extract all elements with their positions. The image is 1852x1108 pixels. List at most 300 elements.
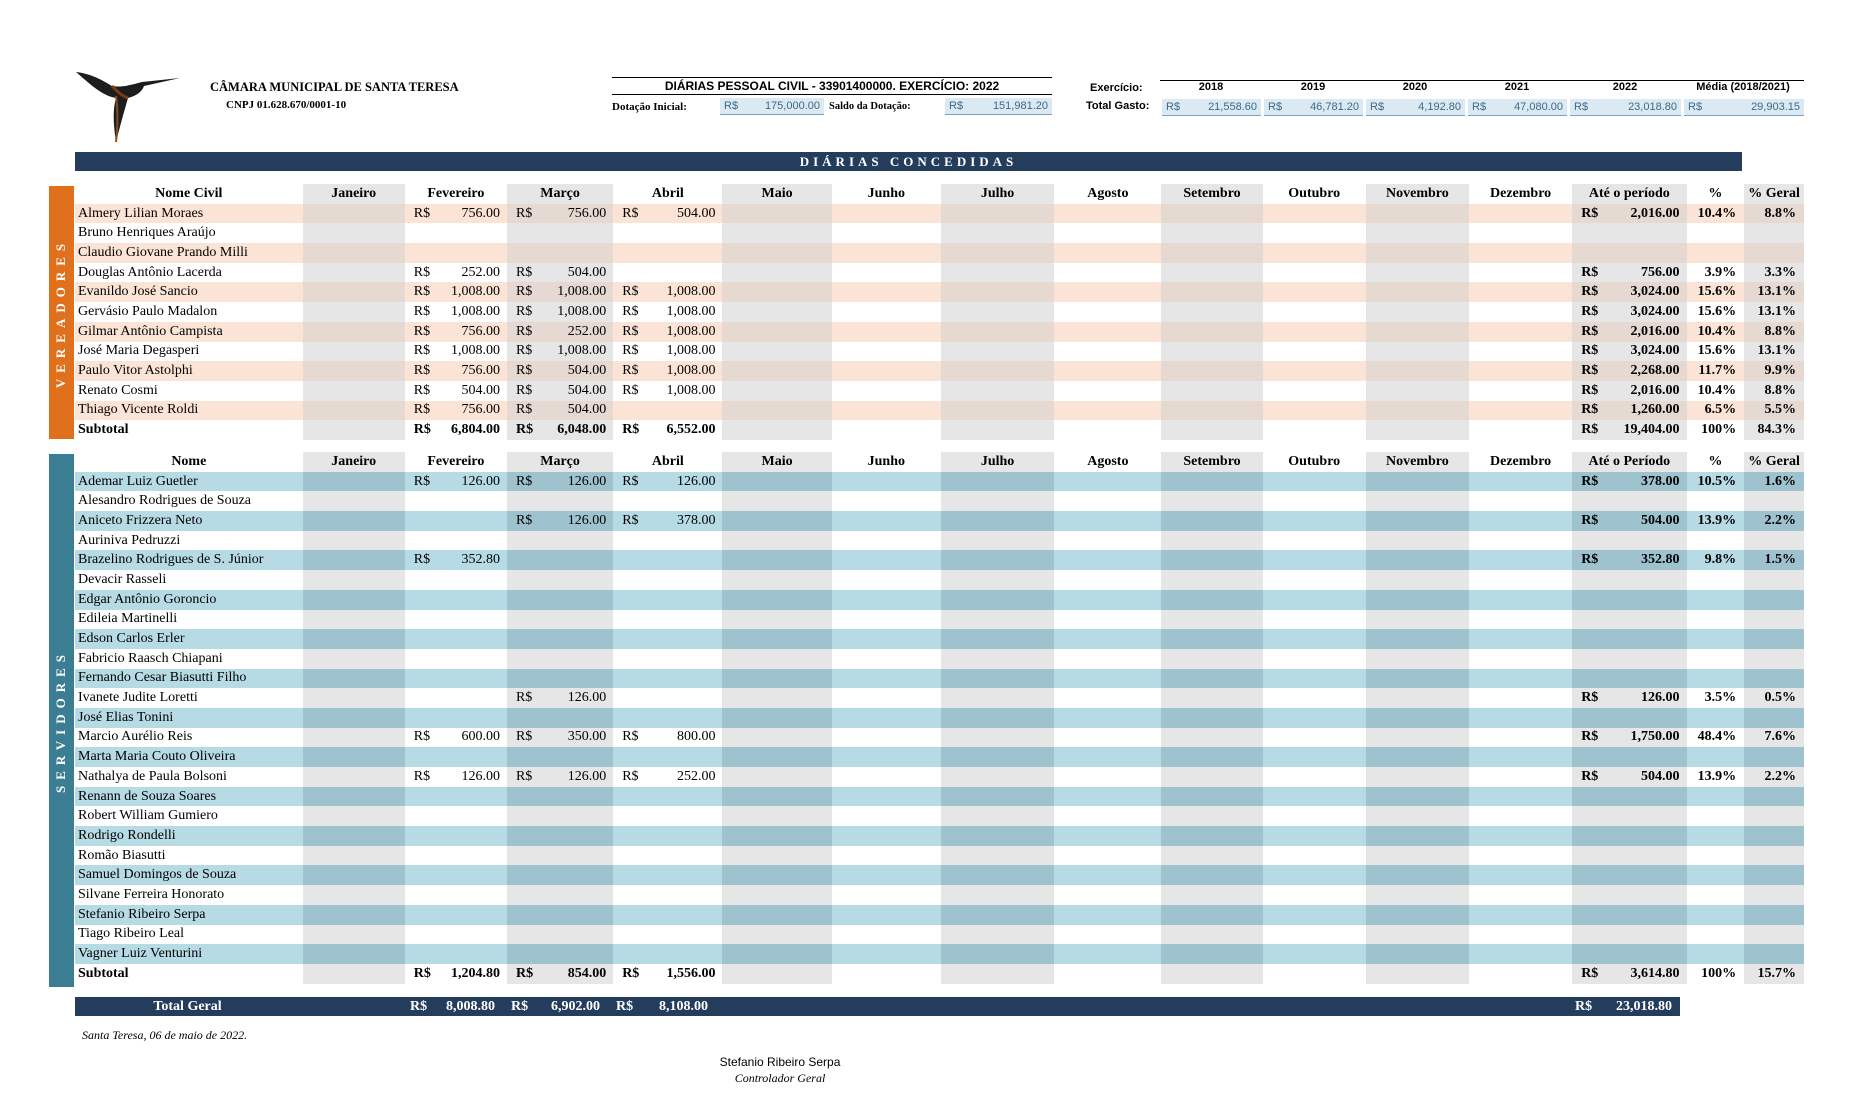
table-cell [1469, 649, 1572, 669]
currency-label: R$ [515, 205, 533, 221]
table-cell [1469, 885, 1572, 905]
table-cell [832, 846, 941, 866]
table-cell [722, 491, 831, 511]
table-cell [1263, 204, 1366, 224]
money [405, 304, 507, 320]
currency-label: R$ [511, 999, 529, 1014]
table-cell [1161, 806, 1262, 826]
table-cell [507, 204, 613, 224]
currency-label: R$ [1581, 690, 1599, 706]
table-cell [303, 302, 405, 322]
table-cell [1366, 223, 1469, 243]
table-cell [941, 491, 1054, 511]
table-cell [1572, 669, 1686, 689]
table-cell [405, 708, 507, 728]
money [405, 343, 507, 359]
table-cell [722, 865, 831, 885]
column-header: Dezembro [1469, 452, 1572, 472]
table-cell [1469, 708, 1572, 728]
table-cell [405, 944, 507, 964]
amount: 854.00 [567, 965, 607, 981]
table-cell: 3.5% [1687, 688, 1745, 708]
table-cell [832, 826, 941, 846]
table-row [75, 767, 1804, 787]
table-cell [722, 885, 831, 905]
table-cell [1263, 806, 1366, 826]
table-cell [303, 846, 405, 866]
amount: 3,024.00 [1630, 284, 1680, 300]
table-cell [405, 669, 507, 689]
table-cell [1572, 787, 1686, 807]
table-cell [1161, 282, 1262, 302]
table-cell [941, 649, 1054, 669]
table-cell [1572, 865, 1686, 885]
money [1572, 966, 1686, 982]
currency-label: R$ [410, 999, 428, 1014]
vereadores-side-label [49, 186, 74, 439]
table-row [75, 688, 1804, 708]
table-cell [1161, 243, 1262, 263]
amount: 252.00 [461, 264, 500, 280]
table-cell [1744, 610, 1804, 630]
money [405, 402, 507, 418]
table-cell [507, 550, 613, 570]
table-cell [1572, 826, 1686, 846]
table-cell [832, 787, 941, 807]
amount: 3,024.00 [1630, 303, 1680, 319]
table-cell: Brazelino Rodrigues de S. Júnior [75, 550, 303, 570]
amount: 126.00 [461, 473, 500, 489]
subtotal-row [75, 964, 1804, 984]
table-cell [1469, 728, 1572, 748]
table-cell [1366, 342, 1469, 362]
table-cell: Edileia Martinelli [75, 610, 303, 630]
column-header: Junho [832, 452, 941, 472]
total-2022 [1570, 99, 1681, 116]
table-cell [1469, 342, 1572, 362]
table-cell [613, 511, 722, 531]
currency-label: R$ [515, 363, 533, 379]
dotacao-amount: 175,000.00 [764, 100, 820, 112]
column-header: Até o Período [1572, 452, 1686, 472]
saldo-label: Saldo da Dotação: [829, 101, 911, 112]
table-cell [1054, 531, 1161, 551]
table-cell [1161, 885, 1262, 905]
table-cell [722, 570, 831, 590]
table-cell [941, 511, 1054, 531]
table-cell [1054, 610, 1161, 630]
table-row [75, 570, 1804, 590]
table-cell [1161, 263, 1262, 283]
table-cell [941, 361, 1054, 381]
table-cell [832, 747, 941, 767]
table-cell [613, 669, 722, 689]
amount: 1,008.00 [557, 284, 607, 300]
money [507, 474, 613, 490]
currency-label: R$ [1581, 422, 1599, 438]
table-cell [1161, 767, 1262, 787]
table-cell [722, 787, 831, 807]
year-2022: 2022 [1568, 80, 1682, 96]
table-cell [1054, 944, 1161, 964]
table-cell [832, 204, 941, 224]
table-row [75, 550, 1804, 570]
table-cell [722, 420, 831, 440]
column-header: Abril [613, 184, 722, 204]
currency-label: R$ [413, 552, 431, 568]
table-row [75, 944, 1804, 964]
table-cell [1366, 826, 1469, 846]
currency-label: R$ [1581, 473, 1599, 489]
column-header: Janeiro [303, 452, 405, 472]
table-cell [1263, 688, 1366, 708]
amount: 126.00 [567, 473, 607, 489]
table-row [75, 531, 1804, 551]
table-cell [303, 905, 405, 925]
currency-label: R$ [1581, 284, 1599, 300]
table-row [75, 865, 1804, 885]
table-cell [1687, 243, 1745, 263]
table-cell: Aniceto Frizzera Neto [75, 511, 303, 531]
column-header: Março [507, 452, 613, 472]
column-header: Fevereiro [405, 184, 507, 204]
table-cell [832, 302, 941, 322]
table-cell [1572, 885, 1686, 905]
table-cell [1687, 708, 1745, 728]
table-cell: Renato Cosmi [75, 381, 303, 401]
table-cell [1469, 570, 1572, 590]
table-cell [1161, 708, 1262, 728]
table-cell [303, 243, 405, 263]
table-cell [1687, 629, 1745, 649]
table-cell [1161, 381, 1262, 401]
table-cell [941, 420, 1054, 440]
amount: 29,903.15 [1751, 101, 1800, 113]
table-cell [1263, 570, 1366, 590]
table-cell [613, 550, 722, 570]
currency-label: R$ [622, 205, 639, 221]
money [613, 769, 722, 785]
table-cell [303, 204, 405, 224]
table-cell [303, 570, 405, 590]
table-cell: Marcio Aurélio Reis [75, 728, 303, 748]
money [405, 383, 507, 399]
amount: 126.00 [1641, 690, 1680, 706]
table-cell: 100% [1687, 420, 1745, 440]
amount: 2,016.00 [1630, 205, 1680, 221]
table-cell [405, 401, 507, 421]
table-cell [613, 342, 722, 362]
currency-label: R$ [515, 402, 533, 418]
table-cell: 48.4% [1687, 728, 1745, 748]
table-cell [941, 865, 1054, 885]
table-row [75, 747, 1804, 767]
table-cell: José Elias Tonini [75, 708, 303, 728]
table-row [75, 669, 1804, 689]
table-cell [303, 925, 405, 945]
table-cell [832, 361, 941, 381]
table-cell [1263, 531, 1366, 551]
table-cell [832, 472, 941, 492]
table-cell: 13.1% [1744, 282, 1804, 302]
table-cell [722, 204, 831, 224]
table-cell [1263, 263, 1366, 283]
table-cell [405, 610, 507, 630]
saldo-amount: 151,981.20 [992, 100, 1048, 112]
column-header: % Geral [1744, 184, 1804, 204]
money [1572, 343, 1686, 359]
currency-label: R$ [622, 303, 639, 319]
table-cell [1263, 282, 1366, 302]
table-cell [613, 243, 722, 263]
currency-label: R$ [1574, 101, 1589, 113]
table-row [75, 322, 1804, 342]
table-cell [941, 531, 1054, 551]
table-cell [613, 708, 722, 728]
table-cell [613, 688, 722, 708]
table-cell [303, 401, 405, 421]
table-cell: Claudio Giovane Prando Milli [75, 243, 303, 263]
table-cell [405, 885, 507, 905]
table-cell [1161, 342, 1262, 362]
table-cell [405, 282, 507, 302]
total-geral-amount [1566, 997, 1679, 1016]
table-cell [832, 767, 941, 787]
table-cell: Samuel Domingos de Souza [75, 865, 303, 885]
table-cell [1366, 491, 1469, 511]
table-cell: 9.9% [1744, 361, 1804, 381]
money [1572, 383, 1686, 399]
amount: 504.00 [461, 382, 500, 398]
table-cell [507, 381, 613, 401]
table-cell [1366, 472, 1469, 492]
table-cell [405, 728, 507, 748]
table-cell: Evanildo José Sancio [75, 282, 303, 302]
table-cell [303, 787, 405, 807]
table-cell [1054, 708, 1161, 728]
table-cell [1054, 282, 1161, 302]
table-cell [1263, 361, 1366, 381]
column-header: Abril [613, 452, 722, 472]
table-cell [507, 846, 613, 866]
table-cell [303, 282, 405, 302]
table-cell [613, 885, 722, 905]
amount: 6,804.00 [450, 422, 500, 438]
currency-label: R$ [1581, 343, 1599, 359]
currency-label: R$ [413, 323, 431, 339]
table-cell [613, 322, 722, 342]
table-cell [1469, 787, 1572, 807]
table-cell [613, 420, 722, 440]
table-cell: 2.2% [1744, 767, 1804, 787]
table-cell [507, 472, 613, 492]
table-cell [722, 322, 831, 342]
table-cell [405, 925, 507, 945]
table-cell: Marta Maria Couto Oliveira [75, 747, 303, 767]
table-cell [1469, 905, 1572, 925]
table-cell [1366, 747, 1469, 767]
table-cell [507, 590, 613, 610]
table-cell [1366, 688, 1469, 708]
money [507, 206, 613, 222]
money [1572, 769, 1686, 785]
table-cell [405, 491, 507, 511]
amount: 1,008.00 [557, 303, 607, 319]
amount: 756.00 [567, 205, 607, 221]
table-cell [1366, 629, 1469, 649]
table-cell [1572, 263, 1686, 283]
table-cell [722, 728, 831, 748]
table-cell [1687, 826, 1745, 846]
table-cell [1263, 491, 1366, 511]
table-cell [1054, 322, 1161, 342]
total-average [1684, 99, 1804, 116]
table-cell [1572, 243, 1686, 263]
total-geral-amount [401, 997, 502, 1016]
table-cell [722, 472, 831, 492]
table-cell [1161, 944, 1262, 964]
money [1572, 402, 1686, 418]
money [405, 363, 507, 379]
table-cell [613, 905, 722, 925]
table-cell [832, 511, 941, 531]
amount: 378.00 [676, 512, 716, 528]
table-cell: 15.6% [1687, 282, 1745, 302]
money [507, 402, 613, 418]
table-cell: Silvane Ferreira Honorato [75, 885, 303, 905]
table-cell [1054, 590, 1161, 610]
table-cell [1366, 944, 1469, 964]
currency-label: R$ [515, 343, 533, 359]
table-cell [1263, 223, 1366, 243]
table-cell [1687, 747, 1745, 767]
table-cell [722, 905, 831, 925]
table-cell [1161, 531, 1262, 551]
table-cell [1054, 381, 1161, 401]
table-cell: Alesandro Rodrigues de Souza [75, 491, 303, 511]
table-cell [405, 322, 507, 342]
total-geral-amount [607, 997, 715, 1016]
table-cell [405, 223, 507, 243]
column-header: Agosto [1054, 184, 1161, 204]
table-cell [722, 964, 831, 984]
table-cell [1366, 282, 1469, 302]
table-cell [1263, 787, 1366, 807]
amount: 504.00 [1641, 768, 1680, 784]
table-cell [405, 531, 507, 551]
budget-title: DIÁRIAS PESSOAL CIVIL - 33901400000. EXERCÍCIO: 2022 [612, 77, 1052, 95]
table-cell [613, 282, 722, 302]
table-cell [941, 610, 1054, 630]
column-header: Nome Civil [75, 184, 303, 204]
table-cell [1572, 688, 1686, 708]
total-geral-row [75, 997, 1680, 1016]
table-cell [507, 806, 613, 826]
money [1572, 552, 1686, 568]
table-cell [1366, 401, 1469, 421]
table-cell [405, 767, 507, 787]
table-cell: Stefanio Ribeiro Serpa [75, 905, 303, 925]
table-cell [1366, 570, 1469, 590]
currency-label: R$ [413, 205, 431, 221]
table-cell [1161, 688, 1262, 708]
table-cell [941, 223, 1054, 243]
table-cell [722, 263, 831, 283]
table-cell [1366, 511, 1469, 531]
table-cell [832, 708, 941, 728]
table-cell [507, 669, 613, 689]
table-cell [1572, 905, 1686, 925]
table-cell [303, 806, 405, 826]
table-row [75, 511, 1804, 531]
table-cell [507, 531, 613, 551]
table-cell [941, 342, 1054, 362]
amount: 19,404.00 [1623, 422, 1680, 438]
table-cell [1054, 511, 1161, 531]
table-cell [507, 905, 613, 925]
table-cell [1263, 964, 1366, 984]
table-cell [303, 728, 405, 748]
table-cell [1366, 708, 1469, 728]
table-cell [507, 570, 613, 590]
amount: 8,108.00 [659, 999, 708, 1014]
signer-name: Stefanio Ribeiro Serpa [719, 1055, 841, 1069]
table-cell [1263, 767, 1366, 787]
table-cell [303, 550, 405, 570]
table-cell [1161, 905, 1262, 925]
table-cell [1263, 243, 1366, 263]
amount: 47,080.00 [1514, 101, 1563, 113]
money [405, 552, 507, 568]
table-cell [1744, 944, 1804, 964]
table-cell [303, 590, 405, 610]
table-row [75, 728, 1804, 748]
table-cell [1744, 649, 1804, 669]
table-cell [507, 865, 613, 885]
table-cell [941, 806, 1054, 826]
amount: 378.00 [1641, 473, 1680, 489]
table-cell: Renann de Souza Soares [75, 787, 303, 807]
table-cell [1366, 649, 1469, 669]
table-cell [722, 688, 831, 708]
table-cell [832, 885, 941, 905]
table-cell [1572, 964, 1686, 984]
table-cell [832, 263, 941, 283]
table-cell [1572, 401, 1686, 421]
table-cell [1744, 531, 1804, 551]
currency-label: R$ [413, 768, 431, 784]
table-cell [303, 342, 405, 362]
table-cell [303, 865, 405, 885]
table-cell [941, 550, 1054, 570]
servidores-table [75, 452, 1804, 984]
table-cell [941, 629, 1054, 649]
signer-role: Controlador Geral [734, 1071, 826, 1085]
currency-label: R$ [413, 965, 431, 981]
money [1572, 729, 1686, 745]
table-cell [507, 243, 613, 263]
table-cell [507, 925, 613, 945]
table-cell [405, 420, 507, 440]
table-cell [1469, 590, 1572, 610]
table-cell [1161, 610, 1262, 630]
table-cell [1054, 688, 1161, 708]
currency-label: R$ [515, 303, 533, 319]
table-cell [1161, 401, 1262, 421]
table-cell [1161, 826, 1262, 846]
table-cell [1469, 747, 1572, 767]
currency-label: R$ [1581, 303, 1599, 319]
